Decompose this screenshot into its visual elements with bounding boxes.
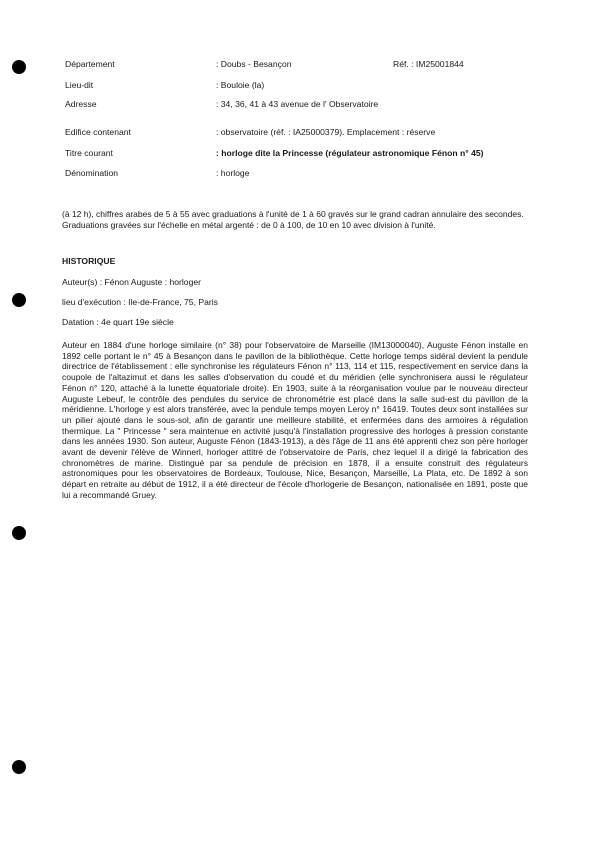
historique-heading: HISTORIQUE [62, 256, 116, 266]
denomination-value: : horloge [216, 168, 250, 178]
adresse-label: Adresse [65, 99, 97, 109]
punch-hole [12, 60, 26, 74]
edifice-value: : observatoire (réf. : IA25000379). Emplacement : réserve [216, 127, 436, 137]
departement-label: Département [65, 59, 115, 69]
denomination-label: Dénomination [65, 168, 119, 178]
lieu-execution-line: lieu d'exécution : Ile-de-France, 75, Paris [62, 297, 218, 307]
reference-number: Réf. : IM25001844 [393, 59, 464, 69]
datation-line: Datation : 4e quart 19e siècle [62, 317, 174, 327]
punch-hole [12, 293, 26, 307]
auteurs-line: Auteur(s) : Fénon Auguste : horloger [62, 277, 202, 287]
historique-text: Auteur en 1884 d'une horloge similaire (n° 38) pour l'observatoire de Marseille (IM13000040), Auguste Fénon installe en 1892 celle portant le n° 45 à Besançon dans le pavillon de la bibliothèque. Cette horloge temps sidéral devient la pendule directrice de l'établissement : elle synchronise les régulateurs Fénon n° 113, 114 et 115, respectivement en service dans la coupole de l'altazimut et dans les salles d'observation du coudé et du méridien (elle synchronisera aussi le régulateur Fénon n° 120, attaché à la lunette équatoriale droite). En 1903, suite à la réorganisation voulue par le nouveau directeur Auguste Lebeuf, le contrôle des pendules du service de chronométrie est placé dans la salle sud-est du pavillon de la méridienne. L'horloge y est alors transférée, avec la pendule temps moyen Leroy n° 16419. Toutes deux sont installées sur un pilier ajouté dans le sous-sol, afin de garantir une meilleure stabilité, et enfermées dans des armoires à régulation thermique. La " Princesse " sera maintenue en activité jusqu'à l'installation progressive des horloges à pression constante dans les années 1930. Son auteur, Auguste Fénon (1843-1913), a dès l'âge de 11 ans été apprenti chez son père horloger avant de devenir l'élève de Winnerl, horloger attitré de l'observatoire de Paris, chez lequel il a dirigé la fabrication des chronomètres de marine. Distingué par sa pendule de précision en 1878, il a ensuite construit des régulateurs astronomiques pour les observatoires de Bordeaux, Toulouse, Nice, Besançon, Marseille, La Plata, etc. De 1892 à son départ en retraite au début de 1912, il a été directeur de l'école d'horlogerie de Besançon, nationalisée en 1891, poste que lui a recommandé Gruey. [62, 340, 528, 500]
lieudit-label: Lieu-dit [65, 80, 94, 90]
lieudit-value: : Bouloie (la) [216, 80, 265, 90]
edifice-label: Edifice contenant [65, 127, 131, 137]
description-paragraph: (à 12 h), chiffres arabes de 5 à 55 avec graduations à l'unité de 1 à 60 gravés sur le grand cadran annulaire des secondes. Graduations gravées sur l'échelle en métal argenté : de 0 à 100, de 10 en 10 avec division à l'unité. [62, 209, 524, 230]
titre-label: Titre courant [65, 148, 113, 158]
titre-value: : horloge dite la Princesse (régulateur astronomique Fénon n° 45) [216, 148, 484, 158]
punch-hole [12, 760, 26, 774]
departement-value: : Doubs - Besançon [216, 59, 292, 69]
punch-hole [12, 526, 26, 540]
adresse-value: : 34, 36, 41 à 43 avenue de l' Observatoire [216, 99, 379, 109]
